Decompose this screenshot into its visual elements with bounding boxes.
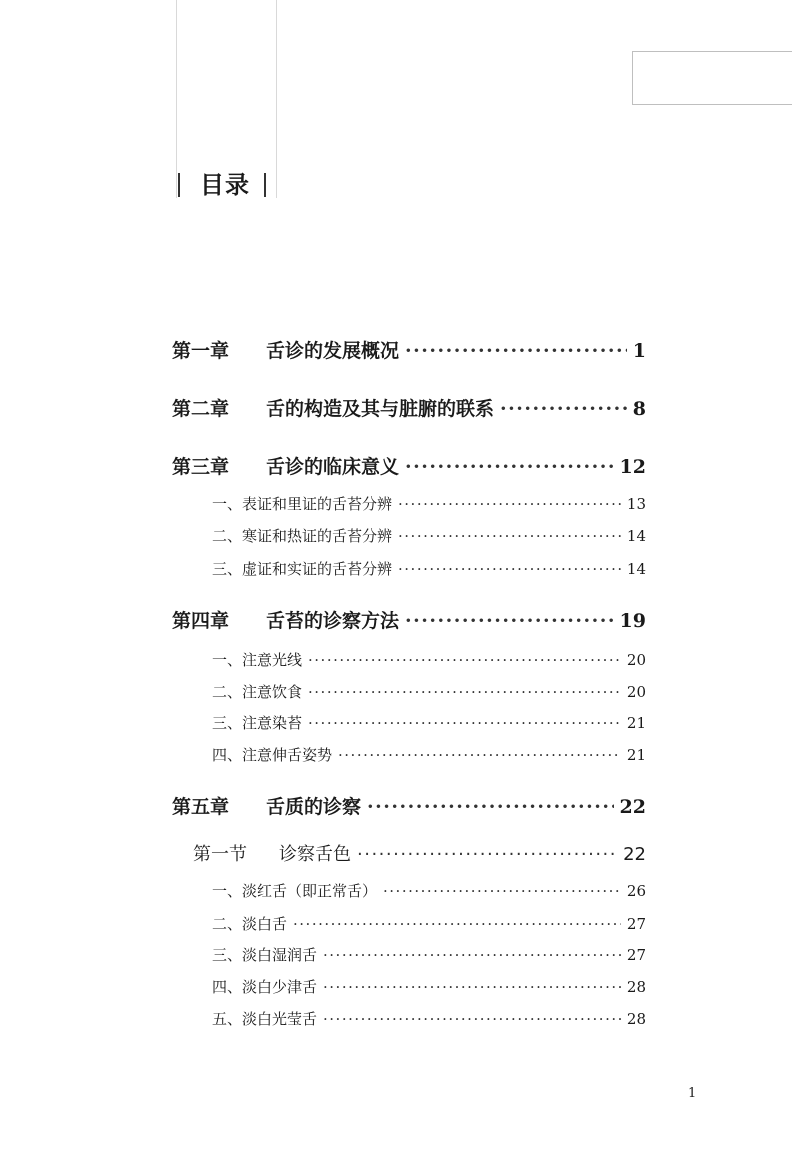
dot-leader [338,746,621,764]
page-ref: 12 [619,456,646,478]
toc-section[interactable] [193,840,646,866]
dot-leader [383,882,621,900]
page-ref: 14 [626,527,646,545]
dot-leader [398,560,621,578]
page-ref: 28 [626,978,646,996]
dot-leader [405,610,614,632]
toc-item[interactable] [212,976,646,997]
item-title: 一、注意光线 [212,651,303,669]
page-ref: 27 [626,915,646,933]
toc-chapter-1[interactable] [172,336,646,363]
dot-leader [367,796,614,818]
item-title: 三、淡白湿润舌 [212,946,318,964]
page-ref: 19 [619,610,646,632]
chapter-number: 第一章 [172,340,230,362]
page-ref: 28 [626,1010,646,1028]
dot-leader [398,527,621,545]
section-number: 第一节 [193,844,247,865]
toc-item[interactable] [212,493,646,514]
toc-item[interactable] [212,649,646,670]
item-title: 二、寒证和热证的舌苔分辨 [212,527,393,545]
toc-chapter-5[interactable] [172,792,646,819]
toc-item[interactable] [212,1008,646,1029]
page-ref: 20 [626,651,646,669]
item-title: 五、淡白光莹舌 [212,1010,318,1028]
toc-item[interactable] [212,558,646,579]
toc-item[interactable] [212,913,646,934]
chapter-title: 舌苔的诊察方法 [266,610,400,632]
chapter-title: 舌质的诊察 [266,796,362,818]
item-title: 四、淡白少津舌 [212,978,318,996]
dot-leader [308,714,621,732]
page-ref: 13 [626,495,646,513]
item-title: 三、虚证和实证的舌苔分辨 [212,560,393,578]
item-title: 二、淡白舌 [212,915,288,933]
page-ref: 22 [619,796,646,818]
toc-item[interactable] [212,944,646,965]
page-title: 目录 [200,171,250,199]
dot-leader [293,915,621,933]
chapter-number: 第五章 [172,796,230,818]
dot-leader [323,946,621,964]
toc-item[interactable] [212,681,646,702]
dot-leader [405,456,614,478]
page-ref: 27 [626,946,646,964]
dot-leader [398,495,621,513]
chapter-number: 第二章 [172,398,230,420]
dot-leader [323,1010,621,1028]
page-number: 1 [688,1086,697,1101]
page-ref: 26 [626,882,646,900]
page-ref: 20 [626,683,646,701]
toc-item[interactable] [212,712,646,733]
chapter-title: 舌诊的临床意义 [266,456,400,478]
item-title: 三、注意染苔 [212,714,303,732]
toc-chapter-4[interactable] [172,606,646,633]
chapter-number: 第三章 [172,456,230,478]
item-title: 二、注意饮食 [212,683,303,701]
dot-leader [500,398,627,420]
dot-leader [308,683,621,701]
chapter-number: 第四章 [172,610,230,632]
chapter-title: 舌的构造及其与脏腑的联系 [266,398,495,420]
dot-leader [405,340,627,362]
dot-leader [308,651,621,669]
section-title: 诊察舌色 [279,844,351,865]
item-title: 四、注意伸舌姿势 [212,746,333,764]
toc-item[interactable] [212,525,646,546]
dot-leader [357,844,617,865]
item-title: 一、表证和里证的舌苔分辨 [212,495,393,513]
page-ref: 8 [632,398,646,420]
page-ref: 22 [623,844,646,865]
toc-chapter-3[interactable] [172,452,646,479]
page-ref: 21 [626,746,646,764]
page-ref: 21 [626,714,646,732]
page-ref: 1 [632,340,646,362]
toc-item[interactable] [212,880,646,901]
toc-item[interactable] [212,744,646,765]
dot-leader [323,978,621,996]
item-title: 一、淡红舌（即正常舌） [212,882,378,900]
toc-chapter-2[interactable] [172,394,646,421]
page-ref: 14 [626,560,646,578]
chapter-title: 舌诊的发展概况 [266,340,400,362]
